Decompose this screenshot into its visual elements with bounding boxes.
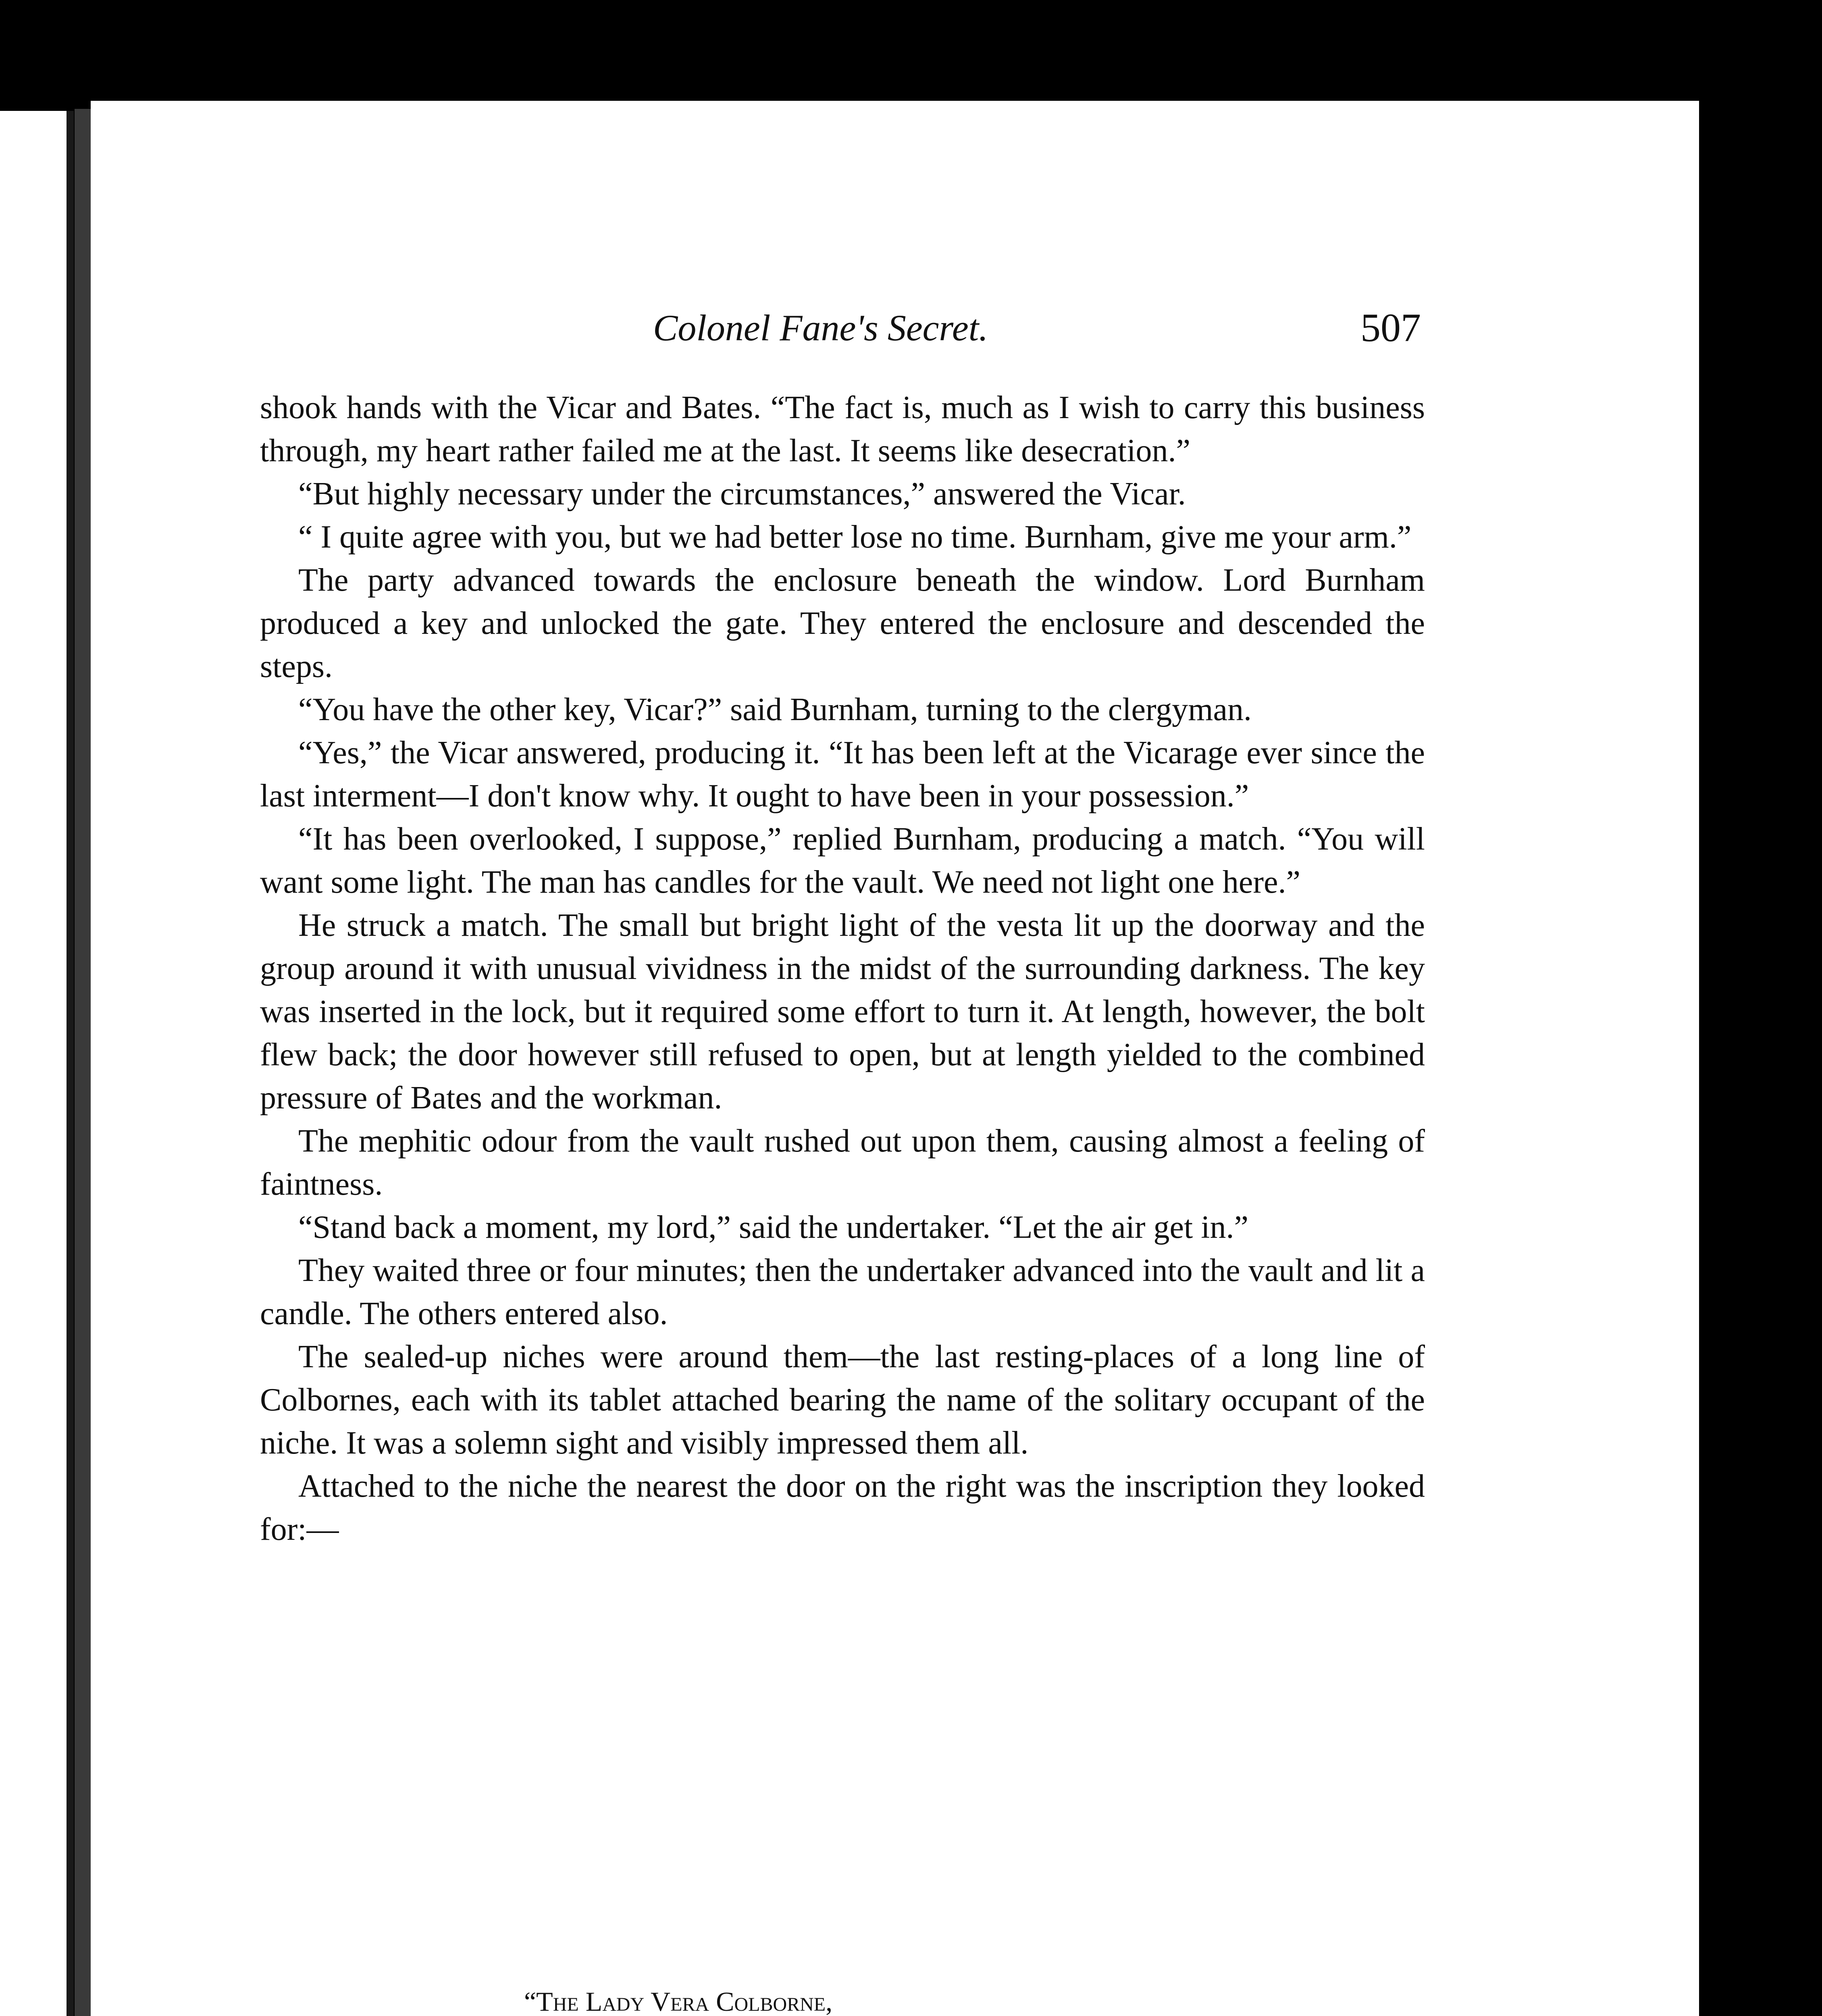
paragraph: “It has been overlooked, I suppose,” replied Burnham, producing a match. “You will want some light. The man has candles for the vault. We need not light one here.” — [260, 821, 1425, 900]
paragraph: “But highly necessary under the circumstances,” answered the Vicar. — [298, 476, 1186, 512]
paragraph: shook hands with the Vicar and Bates. “The fact is, much as I wish to carry this business through, my heart rather failed me at the last. It seems like desecration.” — [260, 390, 1425, 469]
paragraph: “ I quite agree with you, but we had better lose no time. Burnham, give me your arm.” — [298, 519, 1412, 555]
running-title: Colonel Fane's Secret. — [653, 307, 988, 348]
tablet-inscription — [516, 1986, 1161, 2016]
paragraph: The sealed-up niches were around them—the last resting-places of a long line of Colbornes, each with its tablet attached bearing the name of the solitary occupant of the niche. It was a solemn sight and visibly impressed them all. — [260, 1339, 1425, 1461]
paragraph: “You have the other key, Vicar?” said Burnham, turning to the clergyman. — [298, 692, 1252, 727]
paragraph: The mephitic odour from the vault rushed out upon them, causing almost a feeling of faintness. — [260, 1123, 1425, 1202]
paragraph: Attached to the niche the nearest the door on the right was the inscription they looked for:— — [260, 1468, 1425, 1547]
page-gutter — [75, 109, 91, 2016]
paragraph: “Yes,” the Vicar answered, producing it. “It has been left at the Vicarage ever since the last interment—I don't know why. It ought to have been in your possession.” — [260, 735, 1425, 814]
paragraph: The party advanced towards the enclosure beneath the window. Lord Burnham produced a key and unlocked the gate. They entered the enclosure and descended the steps. — [260, 562, 1425, 684]
paragraph: “Stand back a moment, my lord,” said the undertaker. “Let the air get in.” — [298, 1210, 1248, 1245]
body-text-top — [260, 386, 1425, 1551]
paragraph: He struck a match. The small but bright light of the vesta lit up the doorway and the group around it with unusual vividness in the midst of the surrounding darkness. The key was inserted in the lock, but it required some effort to turn it. At length, however, the bolt flew back; the door however still refused to open, but at length yielded to the combined pressure of Bates and the workman. — [260, 908, 1425, 1116]
inscription-line: “The Lady Vera Colborne, — [524, 1986, 833, 2016]
page-number: 507 — [1360, 305, 1421, 350]
facing-page-edge — [0, 111, 74, 2016]
paragraph: They waited three or four minutes; then the undertaker advanced into the vault and lit a candle. The others entered also. — [260, 1253, 1425, 1331]
